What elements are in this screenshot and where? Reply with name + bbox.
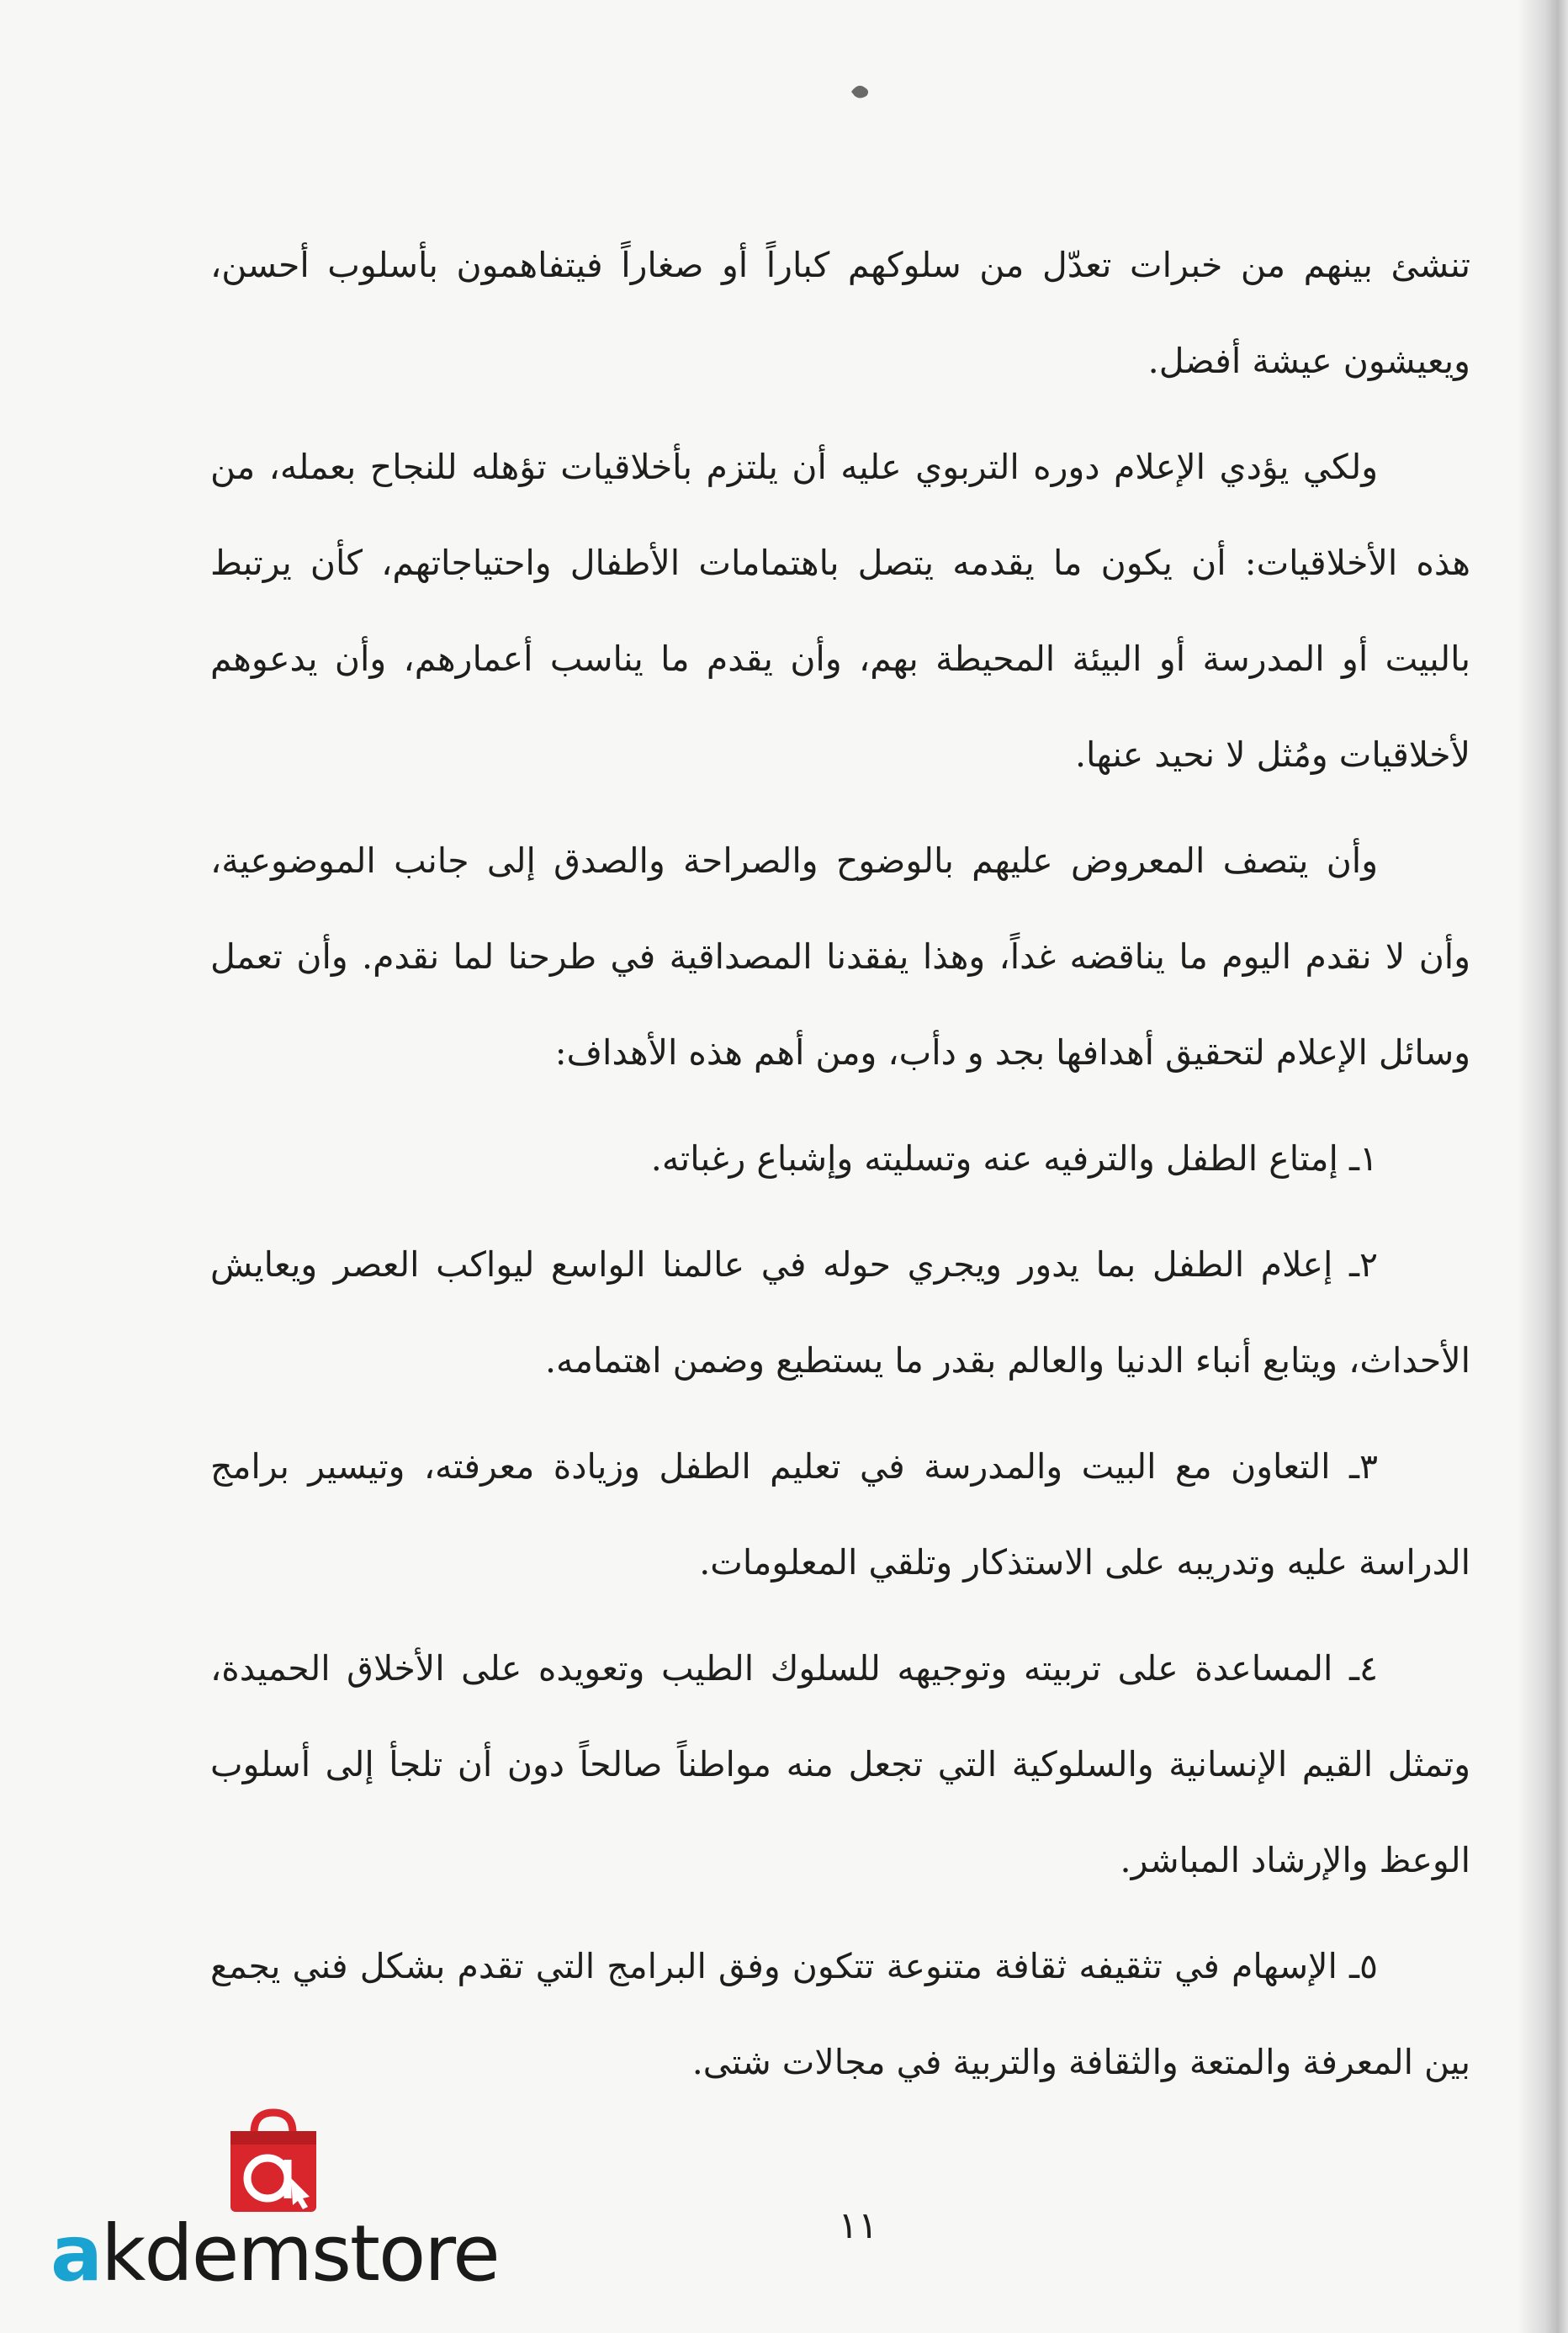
page-number: ١١ (838, 2204, 878, 2247)
list-item-5: ٥ـ الإسهام في تثقيفه ثقافة متنوعة تتكون وفق البرامج التي تقدم بشكل فني يجمع بين المعرفة والمتعة والثقافة والتربية في مجالات شتى. (210, 1946, 1470, 2082)
paragraph-1: تنشئ بينهم من خبرات تعدّل من سلوكهم كباراً أو صغاراً فيتفاهمون بأسلوب أحسن، ويعيشون عيشة أفضل. (210, 245, 1470, 381)
list-item-4: ٤ـ المساعدة على تربيته وتوجيهه للسلوك الطيب وتعويده على الأخلاق الحميدة، وتمثل القيم الإنسانية والسلوكية التي تجعل منه مواطناً صالحاً دون أن تلجأ إلى أسلوب الوعظ والإرشاد المباشر. (210, 1648, 1470, 1880)
paragraph-3: وأن يتصف المعروض عليهم بالوضوح والصراحة والصدق إلى جانب الموضوعية، وأن لا نقدم اليوم ما يناقضه غداً، وهذا يفقدنا المصداقية في طرحنا لما نقدم. وأن تعمل وسائل الإعلام لتحقيق أهدافها بجد و دأب، ومن أهم هذه الأهداف: (210, 840, 1470, 1073)
shopping-bag-logo-icon (219, 2108, 328, 2217)
list-item-1: ١ـ إمتاع الطفل والترفيه عنه وتسليته وإشباع رغباته. (650, 1138, 1378, 1179)
list-item-3: ٣ـ التعاون مع البيت والمدرسة في تعليم الطفل وزيادة معرفته، وتيسير برامج الدراسة عليه وتدريبه على الاستذكار وتلقي المعلومات. (210, 1446, 1470, 1583)
ink-speck-icon (848, 77, 873, 103)
paragraph-2: ولكي يؤدي الإعلام دوره التربوي عليه أن يلتزم بأخلاقيات تؤهله للنجاح بعمله، من هذه الأخلاقيات: أن يكون ما يقدمه يتصل باهتمامات الأطفال واحتياجاتهم، كأن يرتبط بالبيت أو المدرسة أو البيئة المحيطة بهم، وأن يقدم ما يناسب أعمارهم، وأن يدعوهم لأخلاقيات ومُثل لا نحيد عنها. (210, 447, 1470, 775)
brand-wordmark-rest: kdemstore (101, 2208, 499, 2299)
store-watermark (50, 2108, 522, 2309)
list-item-2: ٢ـ إعلام الطفل بما يدور ويجري حوله في عالمنا الواسع ليواكب العصر ويعايش الأحداث، ويتابع أنباء الدنيا والعالم بقدر ما يستطيع وضمن اهتمامه. (210, 1244, 1470, 1381)
brand-wordmark-a: a (50, 2208, 102, 2299)
page-edge-shadow (1518, 0, 1568, 2333)
brand-wordmark (50, 2208, 499, 2299)
body-text (210, 217, 1470, 2120)
